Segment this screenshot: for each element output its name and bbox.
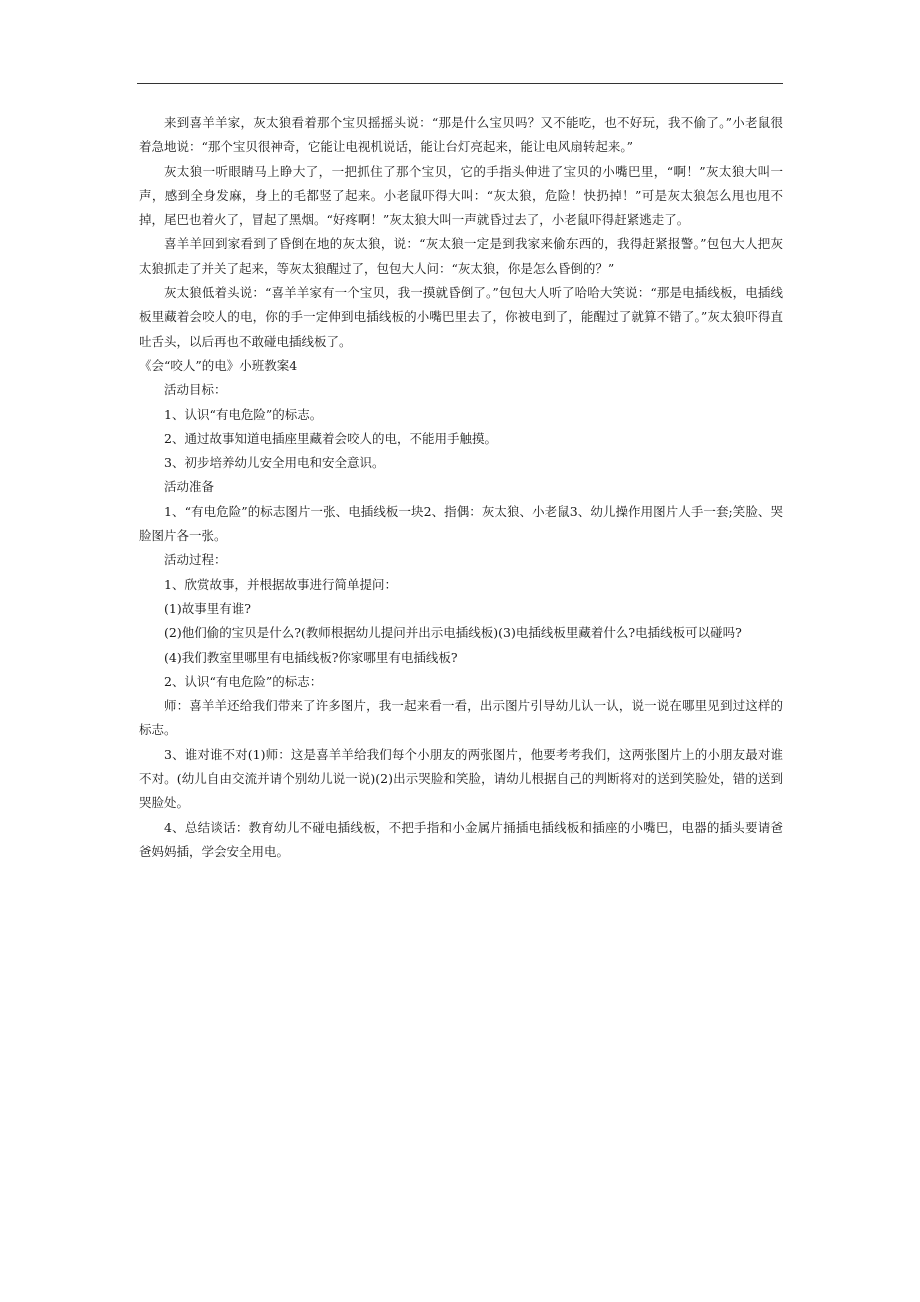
objective-item: 3、初步培养幼儿安全用电和安全意识。 <box>164 455 385 471</box>
objective-item: 2、通过故事知道电插座里藏着会咬人的电，不能用手触摸。 <box>164 430 497 446</box>
section-heading-process: 活动过程： <box>164 552 227 568</box>
process-step: 3、谁对谁不对(1)师：这是喜羊羊给我们每个小朋友的两张图片，他要考考我们，这两张图片上的小朋友最对谁不对。(幼儿自由交流并请个别幼儿说一说)(2)出示哭脸和笑脸，请幼儿根据自己的判断将对的送到笑脸处，错的送到哭脸处。 <box>139 746 783 811</box>
process-detail: 师：喜羊羊还给我们带来了许多图片，我一起来看一看，出示图片引导幼儿认一认，说一说在哪里见到过这样的标志。 <box>139 698 783 738</box>
header-rule <box>137 83 783 84</box>
objective-item: 1、认识“有电危险”的标志。 <box>164 406 323 422</box>
process-step: 1、欣赏故事，并根据故事进行简单提问： <box>164 576 397 592</box>
story-paragraph: 灰太狼一听眼睛马上睁大了，一把抓住了那个宝贝，它的手指头伸进了宝贝的小嘴巴里，“啊！”灰太狼大叫一声，感到全身发麻，身上的毛都竖了起来。小老鼠吓得大叫：“灰太狼，危险！快扔掉！”可是灰太狼怎么甩也甩不掉，尾巴也着火了，冒起了黑烟。“好疼啊！”灰太狼大叫一声就昏过去了，小老鼠吓得赶紧逃走了。 <box>139 163 783 228</box>
process-step: 2、认识“有电危险”的标志： <box>164 673 323 689</box>
story-paragraph: 来到喜羊羊家，灰太狼看着那个宝贝摇摇头说：“那是什么宝贝吗？又不能吃，也不好玩，我不偷了。”小老鼠很着急地说：“那个宝贝很神奇，它能让电视机说话，能让台灯亮起来，能让电风扇转起来。” <box>139 115 783 155</box>
story-paragraph: 灰太狼低着头说：“喜羊羊家有一个宝贝，我一摸就昏倒了。”包包大人听了哈哈大笑说：“那是电插线板，电插线板里藏着会咬人的电，你的手一定伸到电插线板的小嘴巴里去了，你被电到了，能醒过了就算不错了。”灰太狼吓得直吐舌头，以后再也不敢碰电插线板了。 <box>139 285 783 349</box>
document-body <box>139 111 783 864</box>
story-paragraph: 喜羊羊回到家看到了昏倒在地的灰太狼，说：“灰太狼一定是到我家来偷东西的，我得赶紧报警。”包包大人把灰太狼抓走了并关了起来，等灰太狼醒过了，包包大人问：“灰太狼，你是怎么昏倒的？” <box>139 236 783 276</box>
section-heading-preparation: 活动准备 <box>164 479 215 495</box>
preparation-item: 1、“有电危险”的标志图片一张、电插线板一块2、指偶：灰太狼、小老鼠3、幼儿操作用图片人手一套;笑脸、哭脸图片各一张。 <box>139 503 783 544</box>
process-question: (1)故事里有谁? <box>164 600 251 616</box>
process-question: (2)他们偷的宝贝是什么?(教师根据幼儿提问并出示电插线板)(3)电插线板里藏着什么?电插线板可以碰吗? <box>164 625 742 641</box>
process-step: 4、总结谈话：教育幼儿不碰电插线板，不把手指和小金属片捅插电插线板和插座的小嘴巴，电器的插头要请爸爸妈妈插，学会安全用电。 <box>139 819 783 859</box>
process-question: (4)我们教室里哪里有电插线板?你家哪里有电插线板? <box>164 649 458 665</box>
lesson-plan-title: 《会“咬人”的电》小班教案4 <box>139 357 298 373</box>
section-heading-objectives: 活动目标： <box>164 382 227 398</box>
